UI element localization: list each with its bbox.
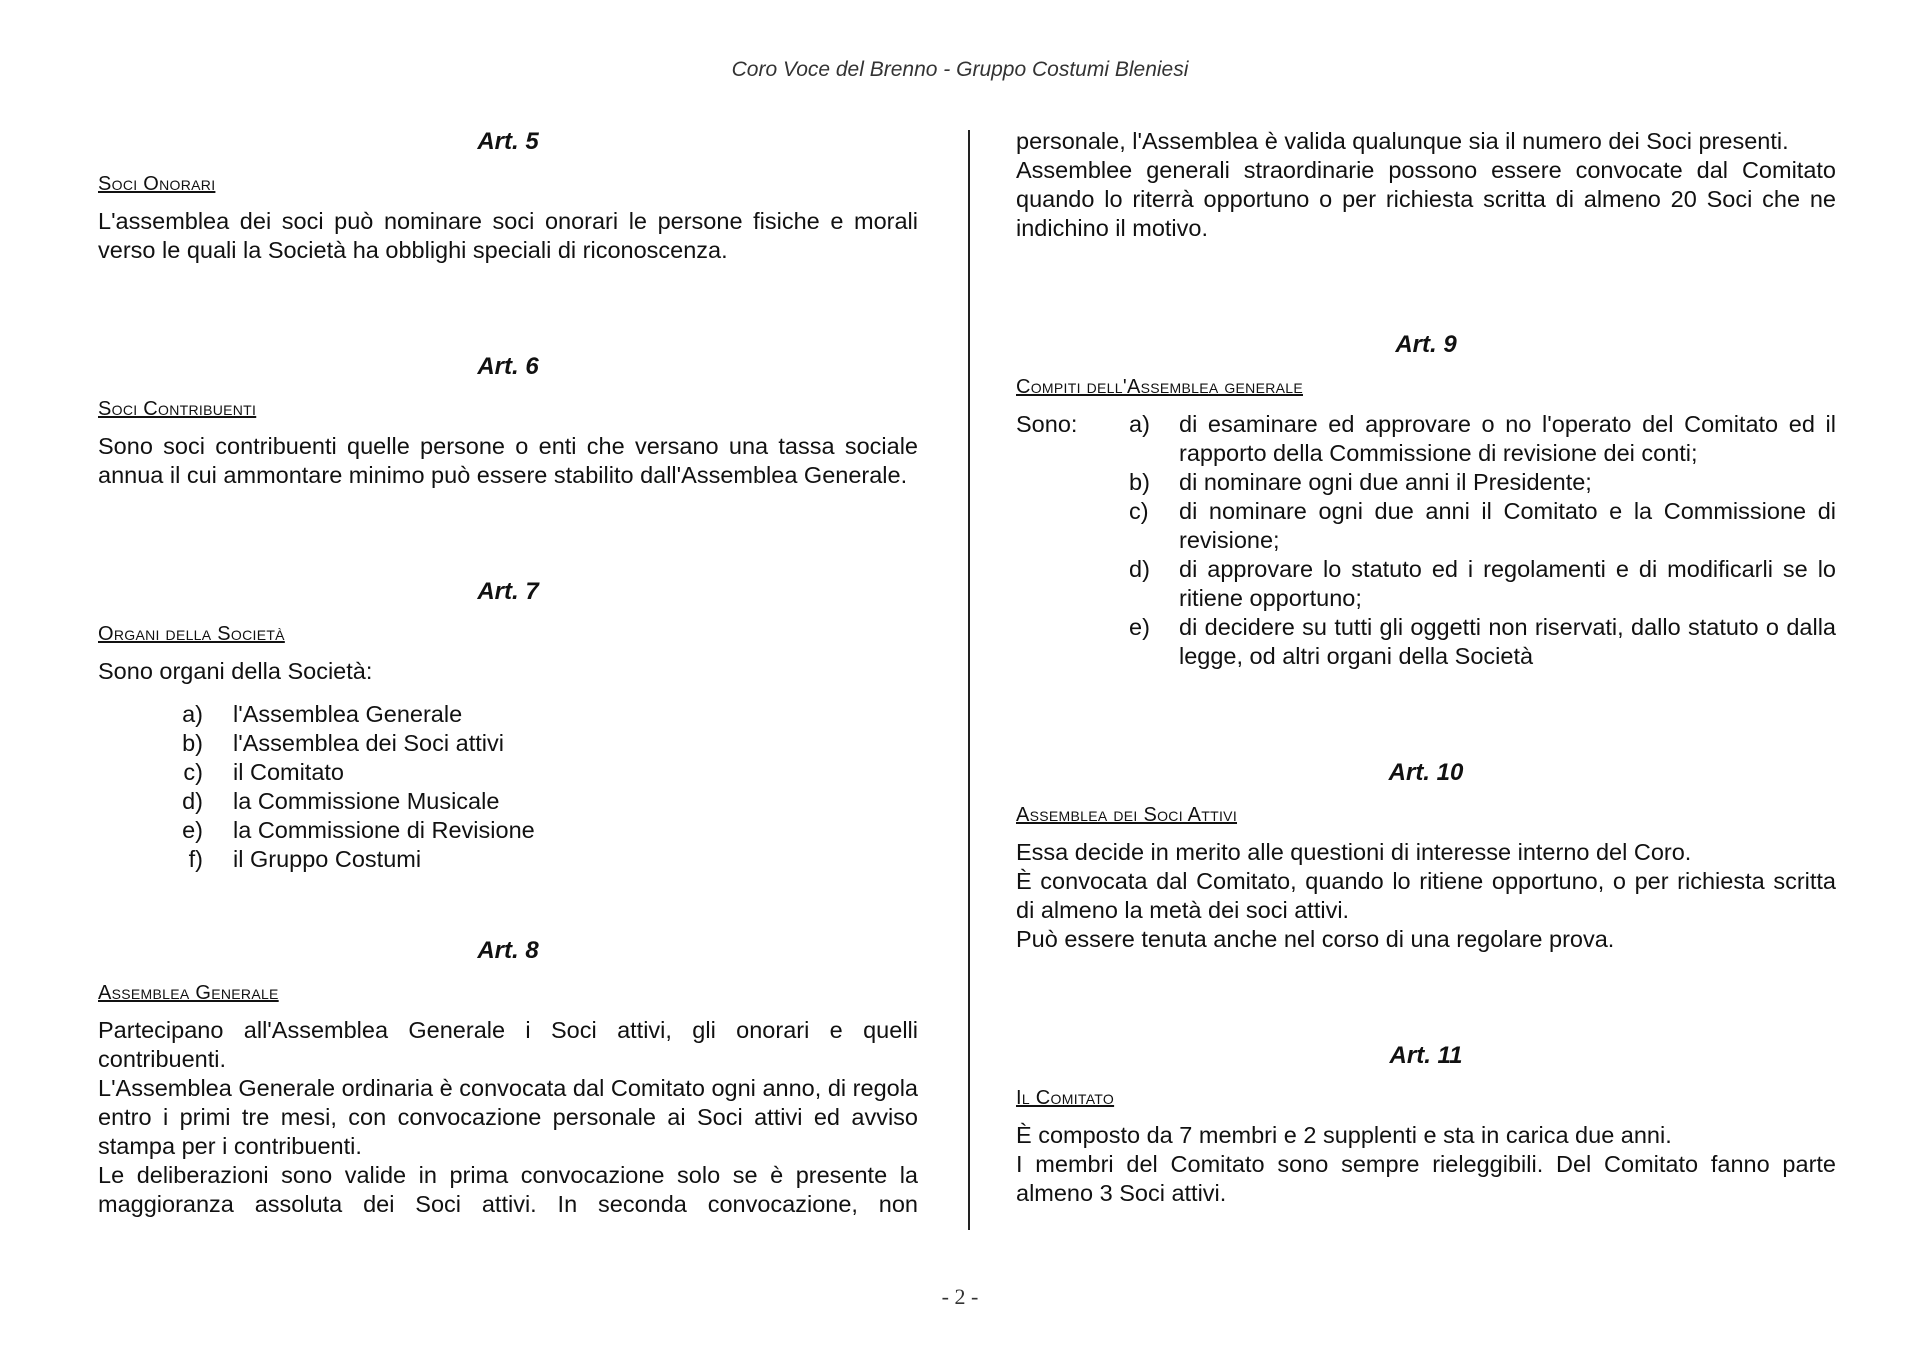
article-6 [98,352,918,490]
list-letter: f) [188,846,203,872]
list-letter: c) [183,759,203,785]
article-title: Art. 6 [477,353,539,380]
article-text: personale, l'Assemblea è valida qualunque sia il numero dei Soci presenti. [1016,128,1789,154]
column-divider [968,130,970,1230]
list-letter: c) [1129,498,1149,524]
duties-list [1016,410,1836,671]
section-heading: Assemblea dei Soci Attivi [1016,804,1238,826]
article-5 [98,127,918,265]
article-text: L'Assemblea Generale ordinaria è convocata dal Comitato ogni anno, di regola entro i primi tre mesi, con convocazione personale ai Soci attivi ed avviso stampa per i contribuenti. [98,1075,918,1159]
list-letter: a) [182,701,203,727]
section-heading: Il Comitato [1016,1087,1115,1109]
list-letter: e) [182,817,203,843]
list-item [98,700,918,729]
list-text: di esaminare ed approvare o no l'operato del Comitato ed il rapporto della Commissione di revisione dei conti; [1179,411,1836,466]
list-item [98,758,918,787]
section-heading: Organi della Società [98,623,285,645]
article-8-continued [1016,127,1836,243]
list-item [98,787,918,816]
article-text: Partecipano all'Assemblea Generale i Soci attivi, gli onorari e quelli contribuenti. [98,1017,918,1072]
article-text: Sono soci contribuenti quelle persone o enti che versano una tassa sociale annua il cui ammontare minimo può essere stabilito dall'Assemblea Generale. [98,433,918,488]
article-text: È convocata dal Comitato, quando lo ritiene opportuno, o per richiesta scritta di almeno la metà dei soci attivi. [1016,868,1836,923]
article-text: L'assemblea dei soci può nominare soci onorari le persone fisiche e morali verso le quali la Società ha obblighi speciali di riconoscenza. [98,208,918,263]
list-text: di nominare ogni due anni il Comitato e la Commissione di revisione; [1179,498,1836,553]
section-heading: Soci Contribuenti [98,398,257,420]
list-item [98,816,918,845]
organs-list [98,700,918,874]
article-11 [1016,1041,1836,1208]
article-9 [1016,330,1836,671]
list-text: di decidere su tutti gli oggetti non riservati, dallo statuto o dalla legge, od altri organi della Società [1179,614,1836,669]
section-heading: Compiti dell'Assemblea generale [1016,376,1303,398]
list-letter: e) [1129,614,1150,640]
article-title: Art. 5 [477,128,539,155]
article-title: Art. 9 [1395,331,1457,358]
article-8 [98,936,918,1219]
list-text: il Gruppo Costumi [233,846,422,872]
list-text: di nominare ogni due anni il Presidente; [1179,469,1592,495]
section-heading: Assemblea Generale [98,982,279,1004]
list-item [1016,410,1836,468]
article-text: Essa decide in merito alle questioni di interesse interno del Coro. [1016,839,1692,865]
list-letter: a) [1129,411,1150,437]
article-title: Art. 10 [1388,759,1464,786]
list-item [98,729,918,758]
article-title: Art. 7 [477,578,539,605]
list-letter: b) [182,730,203,756]
list-letter: d) [182,788,203,814]
list-item [1016,555,1836,613]
article-text: Le deliberazioni sono valide in prima convocazione solo se è presente la maggioranza assoluta dei Soci attivi. In seconda convocazione, non [98,1162,918,1217]
page-number: - 2 - [941,1284,979,1309]
list-letter: d) [1129,556,1150,582]
list-text: di approvare lo statuto ed i regolamenti e di modificarli se lo ritiene opportuno; [1179,556,1836,611]
article-text: Assemblee generali straordinarie possono essere convocate dal Comitato quando lo riterrà opportuno o per richiesta scritta di almeno 20 Soci che ne indichino il motivo. [1016,157,1836,241]
list-item [98,845,918,874]
article-7 [98,577,918,874]
list-item [1016,497,1836,555]
page-header: Coro Voce del Brenno - Gruppo Costumi Bleniesi [731,58,1189,81]
article-text: I membri del Comitato sono sempre rieleggibili. Del Comitato fanno parte almeno 3 Soci attivi. [1016,1151,1836,1206]
article-intro: Sono organi della Società: [98,658,373,684]
list-text: il Comitato [233,759,345,785]
list-text: l'Assemblea Generale [233,701,463,727]
right-column [1016,127,1836,1208]
list-text: la Commissione Musicale [233,788,500,814]
section-heading: Soci Onorari [98,173,216,195]
article-title: Art. 11 [1389,1042,1463,1069]
list-item [1016,468,1836,497]
list-text: la Commissione di Revisione [233,817,535,843]
article-10 [1016,758,1836,954]
list-letter: b) [1129,469,1150,495]
list-lead: Sono: [1016,411,1078,437]
article-text: È composto da 7 membri e 2 supplenti e sta in carica due anni. [1016,1122,1672,1148]
left-column [98,127,918,1219]
list-item [1016,613,1836,671]
list-text: l'Assemblea dei Soci attivi [233,730,504,756]
article-title: Art. 8 [477,937,539,964]
article-text: Può essere tenuta anche nel corso di una regolare prova. [1016,926,1615,952]
